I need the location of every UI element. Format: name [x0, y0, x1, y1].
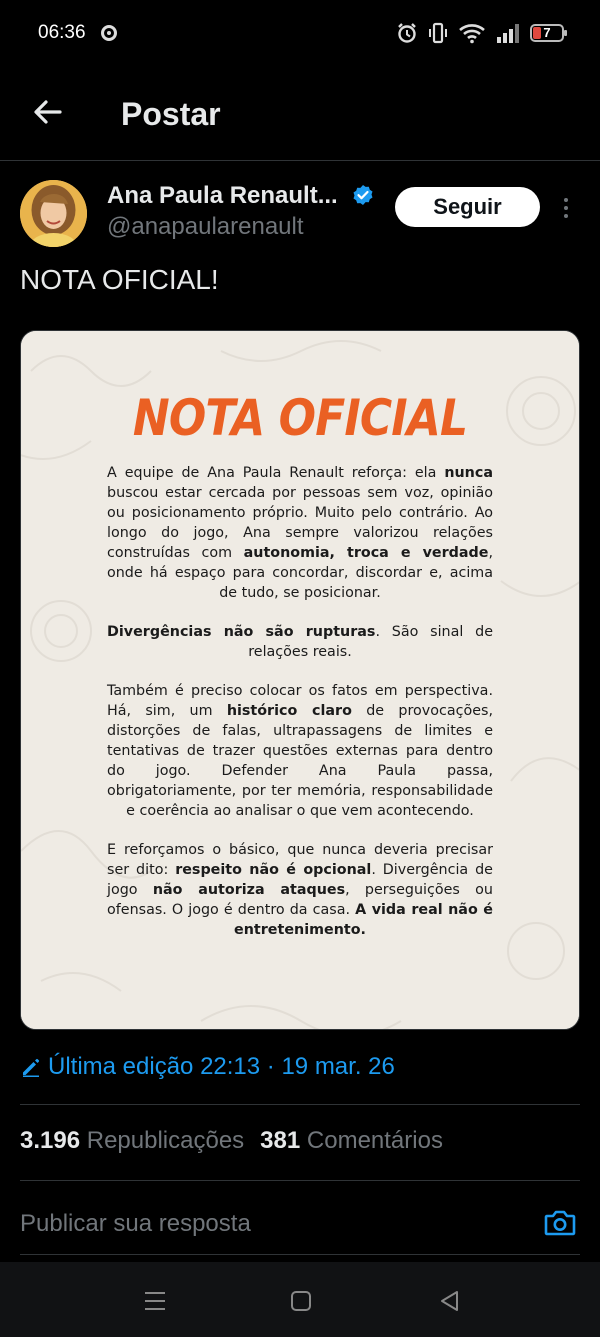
note-title: NOTA OFICIAL	[132, 389, 468, 447]
note-paragraph	[107, 622, 493, 662]
comments-count: 381	[260, 1127, 301, 1154]
note-bold-text: respeito não é opcional	[175, 862, 372, 878]
vibrate-icon	[428, 22, 448, 44]
last-edit-label: Última edição 22:13 · 19 mar. 26	[48, 1053, 395, 1080]
status-icons	[396, 20, 564, 46]
battery-level: 7	[543, 25, 551, 40]
post-text: NOTA OFICIAL!	[20, 264, 219, 295]
note-text: de provocações, distorções de falas, ultrapassagens de limites e tentativas de trazer questões externas para dentro do jogo. Defender Ana Paula passa, obrigatoriamente, por ter memória, responsabilidade e coerência ao analisar o que vem acontecendo.	[107, 703, 493, 819]
note-text: . Divergência de jogo	[107, 862, 493, 898]
note-bold-text: não autoriza ataques	[152, 882, 346, 898]
note-text: . São sinal de relações reais.	[248, 624, 493, 660]
comments-label: Comentários	[306, 1127, 443, 1154]
follow-button[interactable]: Seguir	[395, 187, 540, 227]
note-text: , perseguições ou ofensas. O jogo é dentro da casa.	[107, 882, 493, 918]
reposts-label: Republicações	[86, 1127, 245, 1154]
recent-apps-icon[interactable]	[140, 1286, 170, 1316]
more-options-icon[interactable]	[554, 192, 578, 224]
back-arrow-icon[interactable]	[28, 92, 68, 132]
wifi-icon	[458, 22, 486, 44]
avatar-image	[20, 180, 87, 247]
last-edit-link[interactable]	[20, 1053, 395, 1081]
note-bold-text: histórico claro	[226, 703, 352, 719]
avatar[interactable]	[20, 180, 87, 247]
home-icon[interactable]	[286, 1286, 316, 1316]
note-bold-text: A vida real não é entretenimento.	[234, 902, 493, 938]
pencil-icon	[20, 1056, 42, 1078]
note-body	[107, 463, 493, 959]
note-text: buscou estar cercada por pessoas sem voz, opinião ou posicionamento próprio. Muito pelo contrário. Ao longo do jogo, Ana sempre valorizou relações construídas com	[107, 485, 493, 561]
reply-input[interactable]	[20, 1206, 520, 1242]
page-title: Postar	[121, 96, 221, 132]
divider	[20, 1104, 580, 1105]
alarm-icon	[396, 22, 418, 44]
verified-badge-icon	[352, 184, 374, 206]
note-text: E reforçamos o básico, que nunca deveria precisar ser dito:	[107, 842, 493, 878]
note-paragraph	[107, 681, 493, 821]
note-bold-text: nunca	[444, 465, 493, 481]
note-bold-text: autonomia, troca e verdade	[243, 545, 489, 561]
engagement-stats	[20, 1127, 443, 1155]
divider	[20, 1254, 580, 1255]
note-text: Também é preciso colocar os fatos em perspectiva. Há, sim, um	[107, 683, 493, 719]
signal-icon	[496, 22, 520, 44]
divider	[20, 1180, 580, 1181]
author-handle[interactable]: @anapaularenault	[107, 213, 304, 240]
note-paragraph	[107, 840, 493, 940]
header	[0, 70, 600, 161]
reposts-count: 3.196	[20, 1127, 81, 1154]
note-paragraph	[107, 463, 493, 603]
reposts-stat[interactable]	[20, 1127, 244, 1154]
author-name[interactable]: Ana Paula Renault...	[107, 182, 338, 209]
comments-stat[interactable]	[260, 1127, 443, 1154]
note-text: A equipe de Ana Paula Renault reforça: ela	[107, 465, 445, 481]
note-text: , onde há espaço para concordar, discordar e, acima de tudo, se posicionar.	[107, 545, 493, 601]
camera-icon[interactable]	[543, 1206, 577, 1240]
status-time: 06:36	[38, 22, 86, 43]
note-bold-text: Divergências não são rupturas	[107, 624, 376, 640]
back-nav-icon[interactable]	[435, 1286, 465, 1316]
battery-icon	[530, 24, 564, 42]
post-image[interactable]	[20, 330, 580, 1030]
system-nav-bar	[0, 1262, 600, 1337]
chrome-icon	[101, 25, 117, 41]
status-bar	[0, 0, 600, 70]
